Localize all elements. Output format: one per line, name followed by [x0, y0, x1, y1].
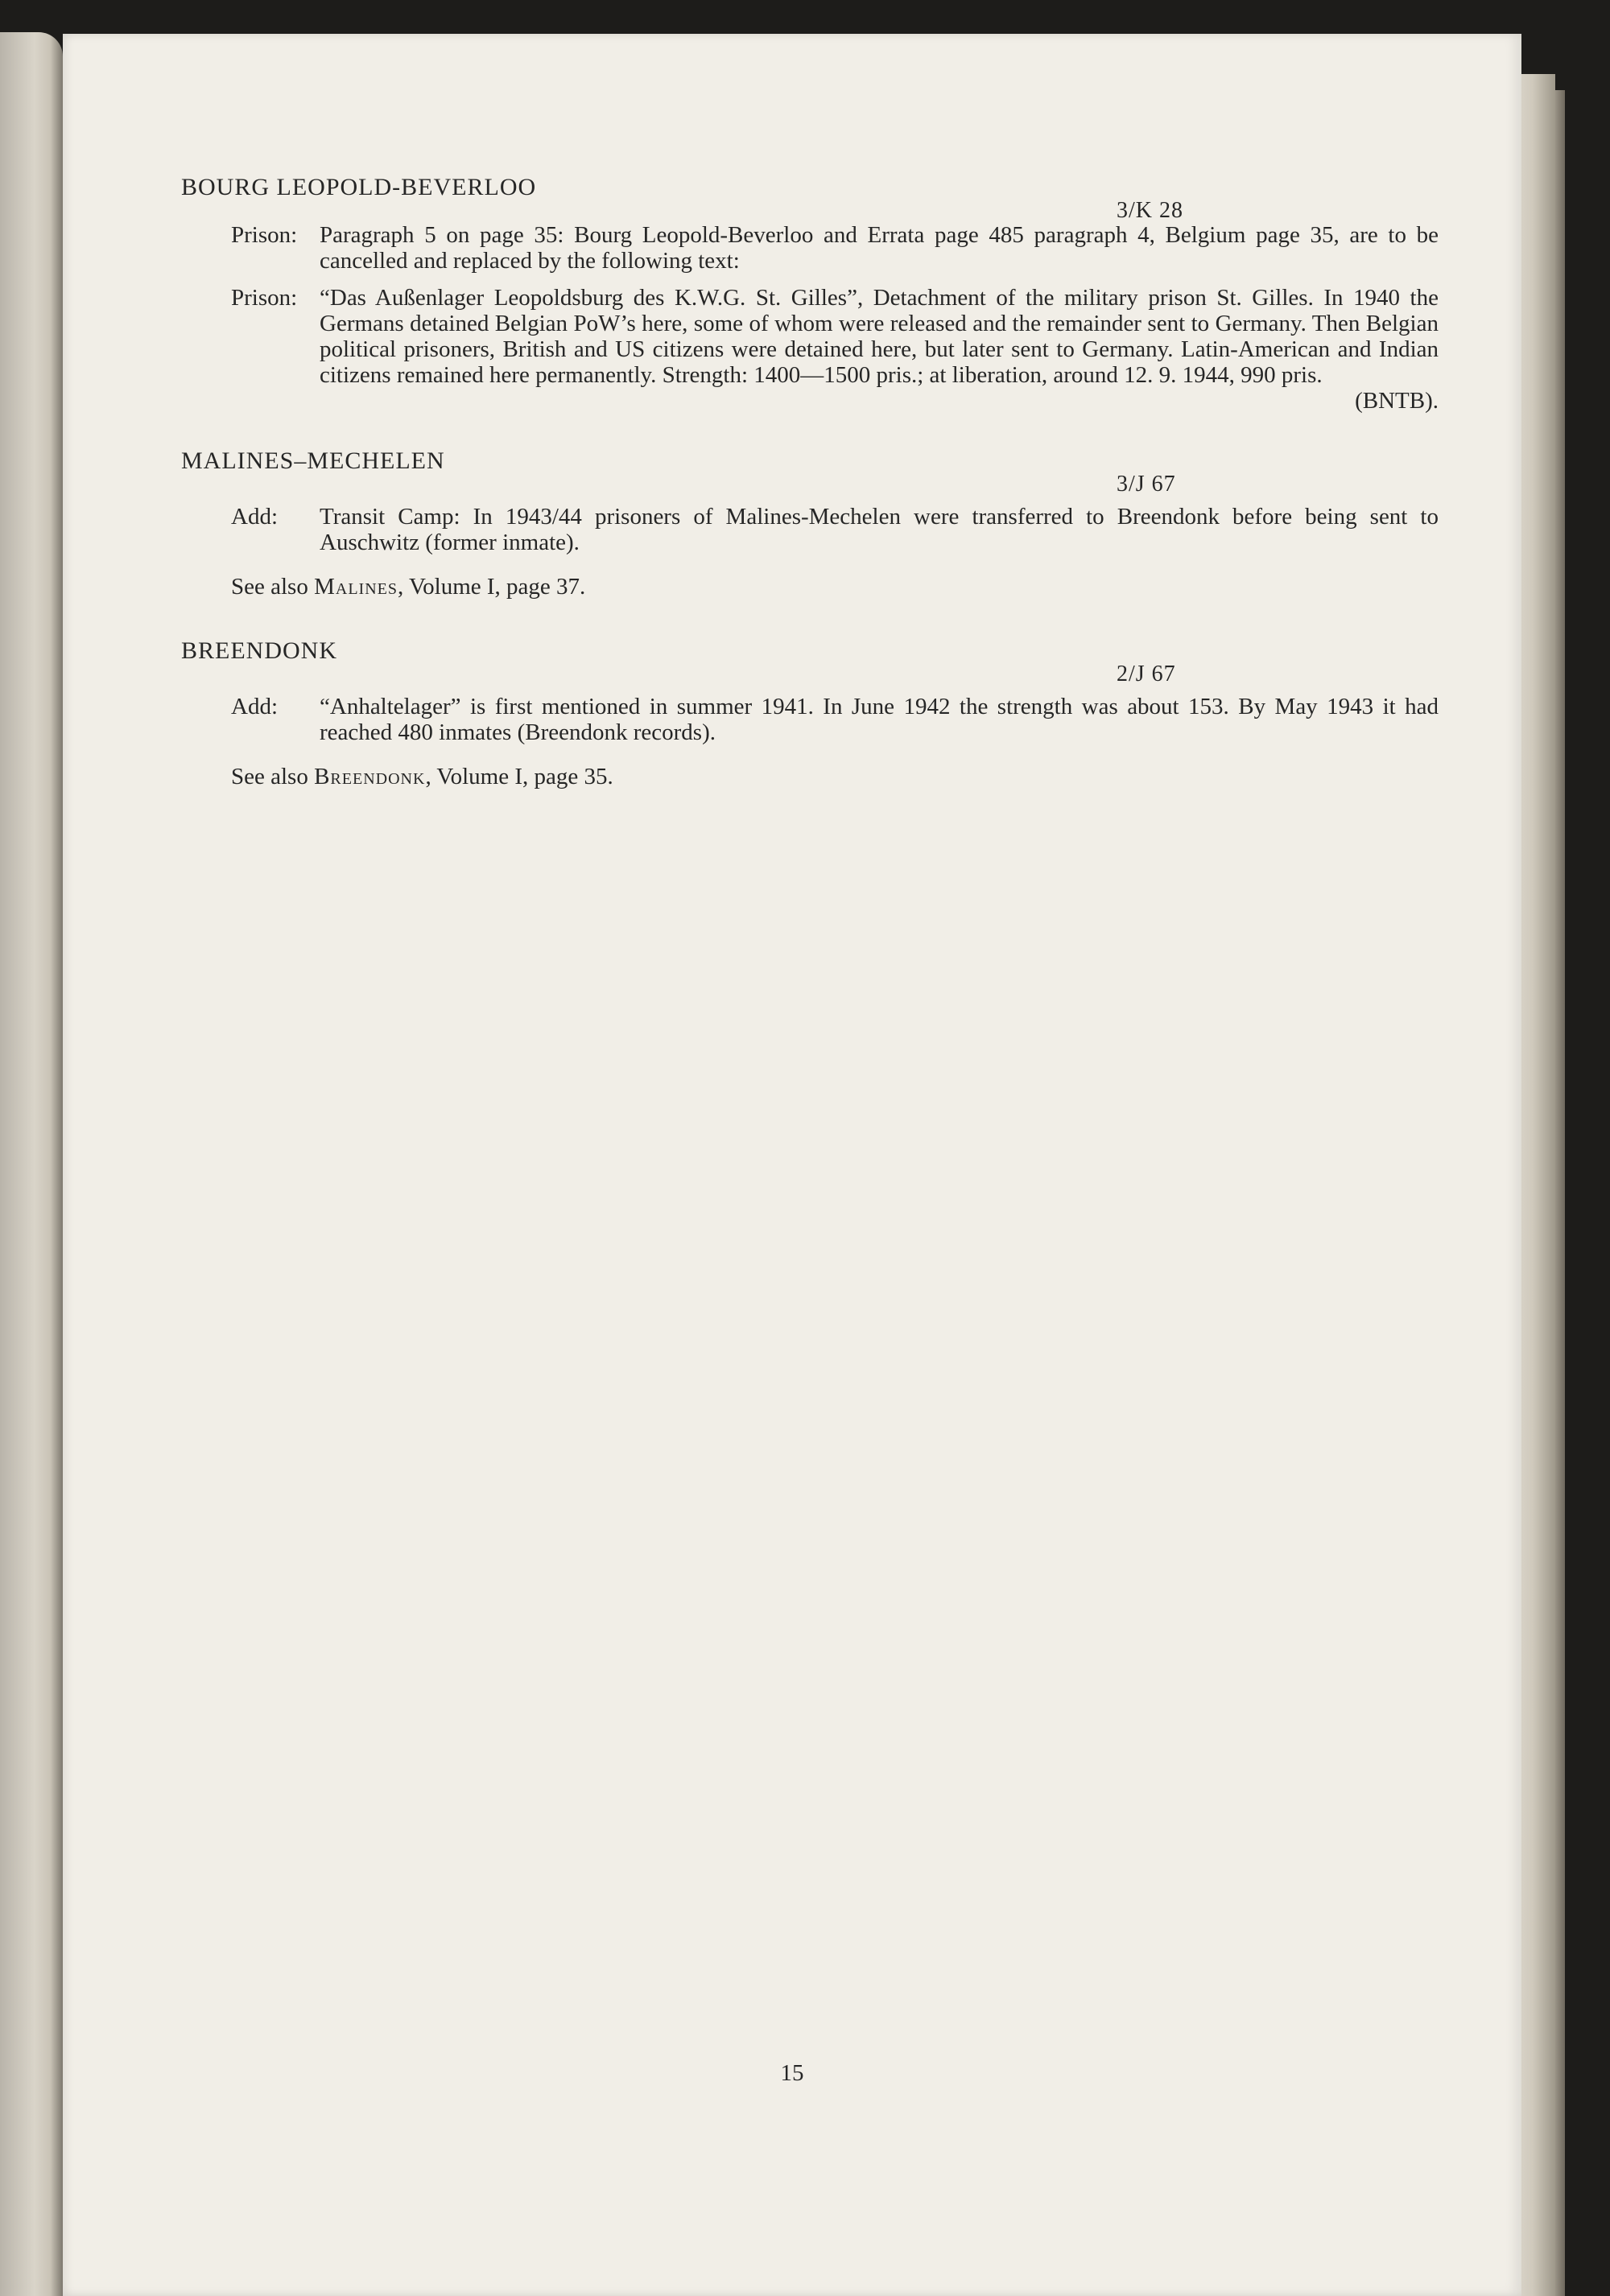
entry-paragraph	[181, 694, 1439, 745]
entry-title: MALINES–MECHELEN	[181, 447, 445, 474]
see-also-ref: Breendonk	[314, 764, 426, 789]
entry-header	[181, 447, 1439, 497]
paragraph-text: “Das Außenlager Leopoldsburg des K.W.G. St. Gilles”, Detachment of the military prison St. Gilles. In 1940 the Germans detained Belgian PoW’s here, some of whom were released and the remainder sent to Germany. Then Belgian political prisoners, British and US citizens were detained here, but later sent to Germany. Latin-American and Indian citizens remained here permanently. Strength: 1400—1500 pris.; at liberation, around 12. 9. 1944, 990 pris.	[320, 285, 1439, 388]
paragraph-text: “Anhaltelager” is first mentioned in summer 1941. In June 1942 the strength was about 153. By May 1943 it had reached 480 inmates (Breendonk records).	[320, 694, 1439, 745]
paragraph-text: Transit Camp: In 1943/44 prisoners of Malines-Mechelen were transferred to Breendonk before being sent to Auschwitz (former inmate).	[320, 504, 1439, 555]
entry-malines-mechelen	[181, 447, 1439, 600]
entry-paragraph	[181, 222, 1439, 274]
entry-header	[181, 637, 1439, 686]
entry-paragraph	[181, 504, 1439, 555]
entry-title: BREENDONK	[181, 637, 337, 664]
paragraph-label: Prison:	[231, 285, 298, 311]
see-also-suffix: , Volume I, page 35.	[425, 764, 613, 789]
grid-reference: 3/J 67	[1117, 472, 1176, 497]
see-also-suffix: , Volume I, page 37.	[397, 574, 586, 600]
entry-title: BOURG LEOPOLD-BEVERLOO	[181, 174, 537, 200]
see-also-reference	[231, 573, 1439, 600]
paragraph-text: Paragraph 5 on page 35: Bourg Leopold-Beverloo and Errata page 485 paragraph 4, Belgium page 35, are to be cancelled and replaced by the following text:	[320, 222, 1439, 274]
grid-reference: 2/J 67	[1117, 662, 1176, 686]
paragraph-label: Add:	[231, 504, 278, 530]
entry-paragraph	[181, 285, 1439, 414]
entry-breendonk	[181, 637, 1439, 790]
see-also-prefix: See also	[231, 574, 308, 600]
book-page	[63, 34, 1521, 2296]
facing-page-edge	[0, 32, 63, 2296]
page-number: 15	[780, 2060, 804, 2086]
see-also-reference	[231, 763, 1439, 790]
see-also-ref: Malines	[314, 574, 398, 600]
see-also-prefix: See also	[231, 764, 308, 789]
grid-reference: 3/K 28	[1117, 198, 1183, 223]
entry-header	[181, 174, 1439, 223]
source-citation: (BNTB).	[1355, 388, 1439, 414]
paragraph-label: Add:	[231, 694, 278, 719]
paragraph-label: Prison:	[231, 222, 298, 248]
page-content	[181, 174, 1439, 790]
entry-bourg-leopold-beverloo	[181, 174, 1439, 414]
